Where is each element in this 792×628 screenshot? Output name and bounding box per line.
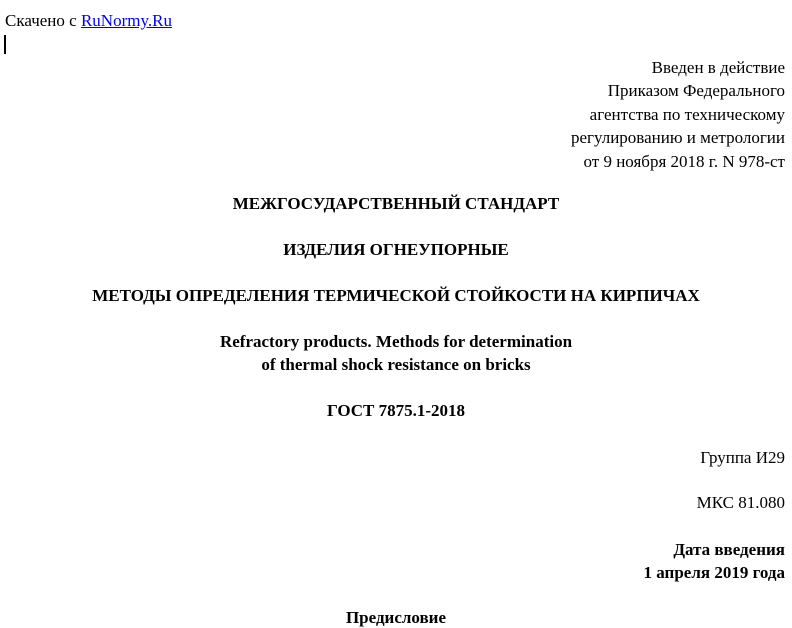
enactment-line: Введен в действие: [651, 58, 785, 77]
enactment-line: агентства по техническому: [589, 104, 785, 124]
standard-title-en-line1: Refractory products. Methods for determination: [219, 332, 573, 351]
enactment-line: Приказом Федерального: [607, 81, 785, 101]
runormy-link[interactable]: RuNormy.Ru: [80, 11, 172, 30]
download-note-prefix: Скачено с: [5, 11, 77, 30]
enactment-line: от 9 ноября 2018 г. N 978-ст: [583, 151, 785, 171]
preface-heading: Предисловие: [345, 608, 447, 627]
enactment-line: регулированию и метрологии: [570, 128, 785, 148]
standard-type: МЕЖГОСУДАРСТВЕННЫЙ СТАНДАРТ: [232, 194, 560, 213]
download-note: [5, 10, 172, 32]
text-cursor: [4, 35, 6, 54]
standard-title-en-line2: of thermal shock resistance on bricks: [261, 355, 531, 374]
effective-date-value: 1 апреля 2019 года: [643, 563, 785, 582]
standard-subject: ИЗДЕЛИЯ ОГНЕУПОРНЫЕ: [283, 240, 509, 259]
group-label: Группа И29: [700, 448, 785, 467]
enactment-block: [571, 56, 785, 173]
standard-title-ru: МЕТОДЫ ОПРЕДЕЛЕНИЯ ТЕРМИЧЕСКОЙ СТОЙКОСТИ НА КИРПИЧАХ: [92, 286, 700, 305]
effective-date-label: Дата введения: [673, 540, 785, 559]
standard-code: ГОСТ 7875.1-2018: [326, 401, 466, 420]
mks-label: МКС 81.080: [696, 493, 785, 512]
